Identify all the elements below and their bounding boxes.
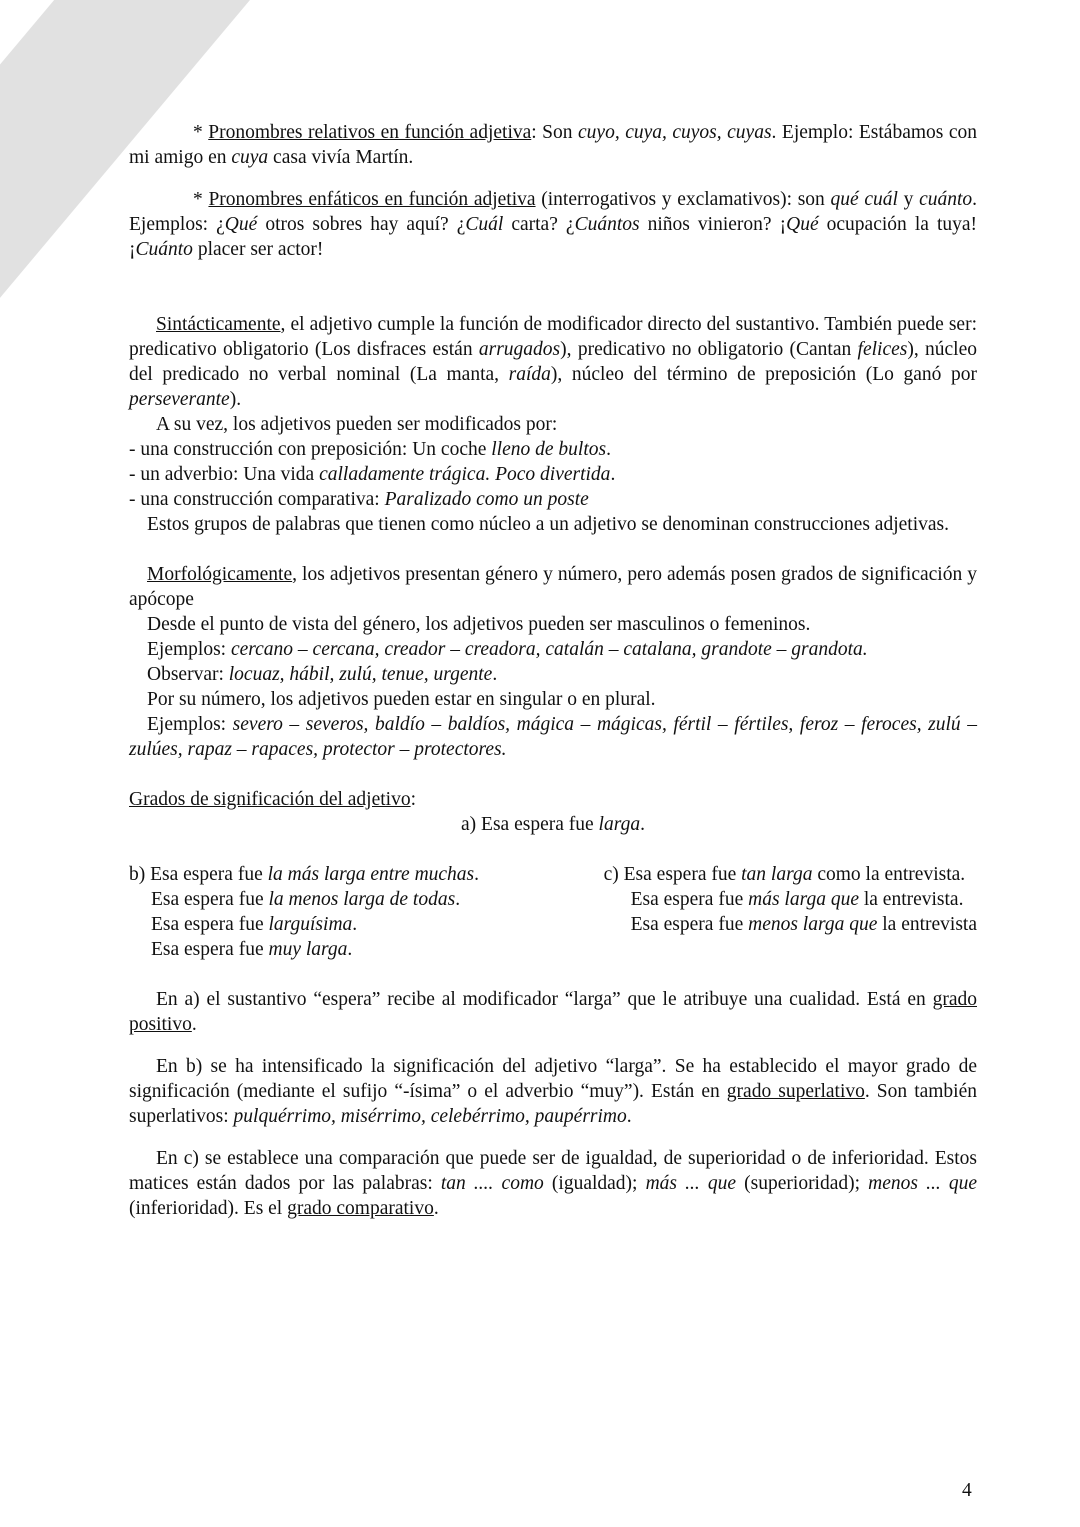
- italic-text: Cuál: [465, 214, 504, 235]
- page-number: 4: [962, 1480, 972, 1501]
- example-line: b) Esa espera fue la más larga entre muchas.: [129, 864, 480, 885]
- text: ), predicativo no obligatorio (Cantan: [560, 339, 858, 360]
- italic-text: Qué: [224, 214, 258, 235]
- text: , el adjetivo cumple la función de modificador directo del sustantivo. También puede ser: predicativo obligatorio (Los disfraces están: [129, 314, 977, 360]
- text: placer ser actor!: [192, 239, 324, 260]
- degrees-title: Grados de significación del adjetivo: [129, 789, 411, 810]
- morphology-paragraph: [129, 562, 977, 612]
- list-item: - una construcción comparativa: Paralizado como un poste: [129, 489, 589, 510]
- italic-text: cuya: [231, 147, 269, 168]
- degree-examples-b: [129, 862, 479, 962]
- degree-example-a: a) Esa espera fue larga.: [461, 814, 645, 835]
- text: ), núcleo del predicado no verbal nominal (La manta,: [129, 339, 977, 385]
- adjective-constructions-paragraph: Estos grupos de palabras que tienen como núcleo a un adjetivo se denominan construcciones adjetivas.: [147, 514, 949, 535]
- text: : Son: [531, 122, 579, 143]
- italic-text: Cuánto: [135, 239, 193, 260]
- positive-degree-paragraph: En a) el sustantivo “espera” recibe al modificador “larga” que le atribuye una cualidad. Está en grado positivo.: [129, 989, 977, 1035]
- positive-degree-term: grado positivo: [129, 989, 977, 1035]
- gender-paragraph: Desde el punto de vista del género, los adjetivos pueden ser masculinos o femeninos.: [147, 614, 811, 635]
- degree-examples-columns: [129, 862, 977, 962]
- bullet: *: [193, 122, 209, 143]
- text: , los adjetivos presentan género y número, pero además posen grados de significación y apócope: [129, 564, 977, 610]
- italic-text: raída: [508, 364, 551, 385]
- text: ), núcleo del término de preposición (Lo ganó por: [550, 364, 977, 385]
- emphatic-pronouns-paragraph: [129, 187, 977, 262]
- relative-pronouns-paragraph: [129, 120, 977, 170]
- morphology-term: Morfológicamente: [147, 564, 293, 585]
- list-item: - una construcción con preposición: Un coche lleno de bultos.: [129, 439, 611, 460]
- italic-text: cuánto: [919, 189, 973, 210]
- example-line: c) Esa espera fue tan larga como la entrevista.: [603, 864, 966, 885]
- italic-text: cuyo, cuya, cuyos, cuyas: [578, 122, 772, 143]
- number-paragraph: Por su número, los adjetivos pueden estar en singular o en plural.: [147, 689, 656, 710]
- document-page: [129, 120, 977, 1221]
- italic-text: Qué: [786, 214, 819, 235]
- superlative-degree-paragraph: En b) se ha intensificado la significación del adjetivo “larga”. Se ha establecido el mayor grado de significación (mediante el sufijo “-ísima” o el adverbio “muy”). Están en grado superlativo. Son también superlativos: pulquérrimo, misérrimo, celebérrimo, paupérrimo.: [129, 1056, 978, 1127]
- degrees-heading: Grados de significación del adjetivo:: [129, 789, 417, 810]
- emphatic-pronouns-term: Pronombres enfáticos en función adjetiva: [208, 189, 536, 210]
- bullet: *: [193, 189, 209, 210]
- superlative-degree-term: grado superlativo: [726, 1081, 865, 1102]
- gender-examples: Ejemplos: cercano – cercana, creador – creadora, catalán – catalana, grandote – grandota.: [147, 639, 868, 660]
- text: . Ejemplo: Estábamos con mi amigo en: [129, 122, 978, 168]
- italic-text: arrugados: [478, 339, 561, 360]
- text: ).: [229, 389, 242, 410]
- comparative-degree-term: grado comparativo: [287, 1198, 434, 1219]
- italic-text: felices: [857, 339, 908, 360]
- number-examples: Ejemplos: severo – severos, baldío – baldíos, mágica – mágicas, fértil – fértiles, feroz – feroces, zulú – zulúes, rapaz – rapaces, protector – protectores.: [129, 714, 977, 760]
- observe-line: Observar: locuaz, hábil, zulú, tenue, urgente.: [147, 664, 498, 685]
- text: (interrogativos y exclamativos): son: [535, 189, 831, 210]
- modifiers-intro: A su vez, los adjetivos pueden ser modificados por:: [156, 414, 558, 435]
- modifiers-list: [129, 437, 977, 512]
- list-item: - un adverbio: Una vida calladamente trágica. Poco divertida.: [129, 464, 616, 485]
- example-line: Esa espera fue la menos larga de todas.: [151, 889, 461, 910]
- text: y: [897, 189, 920, 210]
- text: otros sobres hay aquí? ¿: [257, 214, 466, 235]
- text: ocupación la tuya! ¡: [129, 214, 978, 260]
- example-line: Esa espera fue muy larga.: [151, 939, 353, 960]
- italic-text: Cuántos: [574, 214, 640, 235]
- italic-text: qué cuál: [830, 189, 898, 210]
- text: casa vivía Martín.: [268, 147, 414, 168]
- syntax-paragraph: [129, 312, 977, 412]
- example-line: Esa espera fue larguísima.: [151, 914, 358, 935]
- italic-text: perseverante: [129, 389, 230, 410]
- syntax-term: Sintácticamente: [156, 314, 281, 335]
- text: carta? ¿: [503, 214, 575, 235]
- comparative-degree-paragraph: En c) se establece una comparación que puede ser de igualdad, de superioridad o de inferioridad. Estos matices están dados por las palabras: tan .... como (igualdad); más ... que (superioridad); menos ... que (inferioridad). Es el grado comparativo.: [129, 1148, 978, 1219]
- example-line: Esa espera fue más larga que la entrevista.: [630, 889, 964, 910]
- degree-examples-c: [604, 862, 977, 962]
- example-line: Esa espera fue menos larga que la entrevista: [630, 914, 977, 935]
- text: . Ejemplos: ¿: [129, 189, 978, 235]
- relative-pronouns-term: Pronombres relativos en función adjetiva: [208, 122, 532, 143]
- text: niños vinieron? ¡: [639, 214, 787, 235]
